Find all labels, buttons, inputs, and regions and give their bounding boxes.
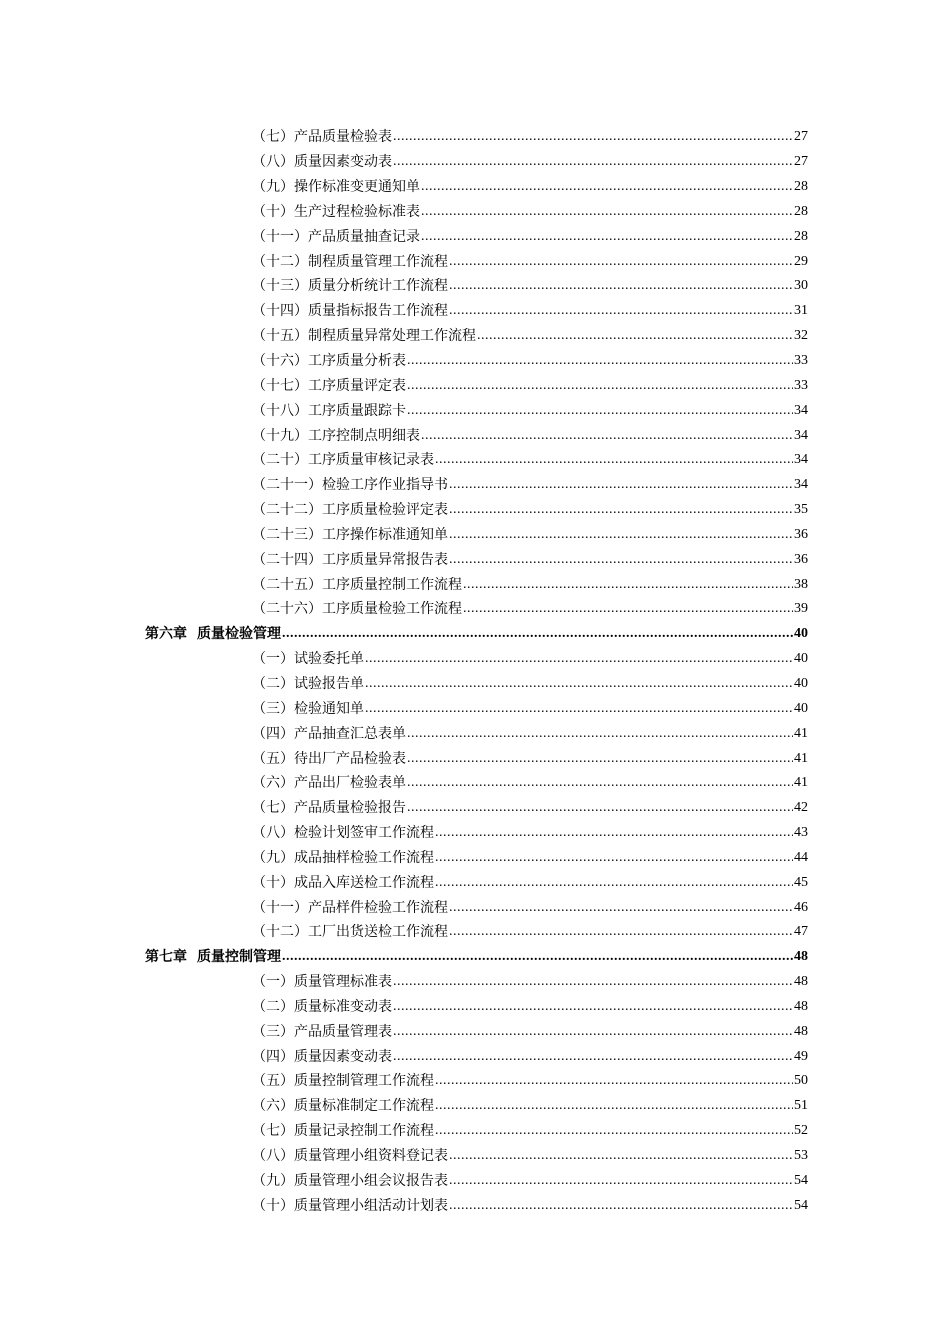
toc-dot-leader: [435, 1122, 793, 1140]
toc-entry-title: 质量检验管理: [197, 626, 281, 643]
toc-entry[interactable]: [252, 274, 808, 299]
toc-dot-leader: [463, 600, 793, 618]
toc-page-number: 53: [794, 1148, 808, 1164]
toc-dot-leader: [449, 277, 793, 295]
toc-entry[interactable]: [252, 796, 808, 821]
toc-dot-leader: [435, 824, 793, 842]
toc-entry-title: （十九）工序控制点明细表: [252, 427, 420, 444]
toc-dot-leader: [449, 302, 793, 320]
toc-page-number: 40: [794, 700, 808, 716]
toc-entry[interactable]: [252, 995, 808, 1020]
toc-entry-title: （十）成品入库送检工作流程: [252, 874, 434, 891]
toc-entry[interactable]: [252, 175, 808, 200]
toc-dot-leader: [407, 377, 793, 395]
toc-dot-leader: [421, 427, 793, 445]
toc-entry[interactable]: [252, 448, 808, 473]
toc-entry-title: （八）检验计划签审工作流程: [252, 825, 434, 842]
toc-entry-title: （十一）产品样件检验工作流程: [252, 899, 448, 916]
toc-entry-title: （三）检验通知单: [252, 700, 364, 717]
toc-entry[interactable]: [252, 721, 808, 746]
toc-dot-leader: [393, 973, 793, 991]
toc-entry-title: （二十一）检验工序作业指导书: [252, 477, 448, 494]
toc-page-number: 43: [794, 825, 808, 841]
toc-dot-leader: [449, 551, 793, 569]
toc-entry-title: （二十二）工序质量检验评定表: [252, 502, 448, 519]
toc-entry[interactable]: [252, 572, 808, 597]
toc-entry[interactable]: [252, 1019, 808, 1044]
toc-dot-leader: [435, 1097, 793, 1115]
toc-entry-title: （二十六）工序质量检验工作流程: [252, 601, 462, 618]
toc-page-number: 44: [794, 849, 808, 865]
toc-page-number: 40: [794, 626, 808, 642]
toc-dot-leader: [435, 849, 793, 867]
toc-page-number: 48: [794, 998, 808, 1014]
toc-dot-leader: [449, 1147, 793, 1165]
toc-page-number: 36: [794, 551, 808, 567]
toc-entry-title: （八）质量因素变动表: [252, 154, 392, 171]
toc-entry-title: （七）质量记录控制工作流程: [252, 1123, 434, 1140]
toc-dot-leader: [477, 327, 793, 345]
toc-entry-title: （五）质量控制管理工作流程: [252, 1073, 434, 1090]
table-of-contents: [0, 125, 950, 1218]
toc-entry-title: （十八）工序质量跟踪卡: [252, 402, 406, 419]
toc-entry-title: （十一）产品质量抽查记录: [252, 228, 420, 245]
toc-entry-title: 质量控制管理: [197, 949, 281, 966]
toc-dot-leader: [393, 153, 793, 171]
toc-page-number: 39: [794, 601, 808, 617]
toc-entry-title: （十二）工厂出货送检工作流程: [252, 924, 448, 941]
toc-page-number: 27: [794, 129, 808, 145]
toc-page-number: 33: [794, 353, 808, 369]
toc-dot-leader: [449, 923, 793, 941]
toc-dot-leader: [463, 576, 793, 594]
toc-entry[interactable]: [252, 373, 808, 398]
toc-dot-leader: [449, 476, 793, 494]
toc-dot-leader: [282, 948, 793, 966]
toc-entry[interactable]: [252, 746, 808, 771]
toc-page-number: 48: [794, 949, 808, 965]
toc-entry[interactable]: [252, 125, 808, 150]
toc-entry-title: （二）质量标准变动表: [252, 998, 392, 1015]
toc-entry[interactable]: [252, 1044, 808, 1069]
toc-entry[interactable]: [252, 597, 808, 622]
toc-page-number: 30: [794, 278, 808, 294]
toc-entry-title: （九）成品抽样检验工作流程: [252, 849, 434, 866]
toc-entry-title: （十七）工序质量评定表: [252, 377, 406, 394]
toc-entry[interactable]: [252, 1094, 808, 1119]
toc-entry-title: （十三）质量分析统计工作流程: [252, 278, 448, 295]
toc-entry-title: （十）生产过程检验标准表: [252, 203, 420, 220]
toc-page-number: 46: [794, 899, 808, 915]
toc-entry[interactable]: [252, 1168, 808, 1193]
toc-entry-title: （十五）制程质量异常处理工作流程: [252, 328, 476, 345]
toc-page-number: 34: [794, 427, 808, 443]
toc-page-number: 28: [794, 228, 808, 244]
toc-entry[interactable]: [252, 349, 808, 374]
toc-dot-leader: [365, 700, 793, 718]
toc-page-number: 50: [794, 1073, 808, 1089]
toc-page-number: 34: [794, 402, 808, 418]
toc-entry-title: （四）产品抽查汇总表单: [252, 725, 406, 742]
toc-page-number: 48: [794, 974, 808, 990]
toc-entry[interactable]: [252, 647, 808, 672]
toc-page-number: 47: [794, 924, 808, 940]
toc-dot-leader: [421, 203, 793, 221]
toc-entry-title: （二十五）工序质量控制工作流程: [252, 576, 462, 593]
toc-dot-leader: [435, 1072, 793, 1090]
toc-entry[interactable]: [252, 970, 808, 995]
toc-dot-leader: [421, 228, 793, 246]
toc-dot-leader: [421, 178, 793, 196]
toc-entry[interactable]: [252, 821, 808, 846]
toc-dot-leader: [393, 998, 793, 1016]
toc-entry[interactable]: [252, 473, 808, 498]
toc-entry[interactable]: [252, 299, 808, 324]
toc-entry[interactable]: [252, 672, 808, 697]
toc-dot-leader: [407, 725, 793, 743]
toc-entry-title: （二十）工序质量审核记录表: [252, 452, 434, 469]
toc-entry-title: （一）质量管理标准表: [252, 974, 392, 991]
toc-entry-title: （八）质量管理小组资料登记表: [252, 1148, 448, 1165]
toc-entry-title: （四）质量因素变动表: [252, 1048, 392, 1065]
toc-page-number: 28: [794, 203, 808, 219]
toc-entry[interactable]: [252, 150, 808, 175]
toc-dot-leader: [449, 501, 793, 519]
toc-entry[interactable]: [252, 398, 808, 423]
toc-dot-leader: [393, 1048, 793, 1066]
toc-entry[interactable]: [252, 423, 808, 448]
toc-dot-leader: [407, 799, 793, 817]
toc-chapter-entry[interactable]: [145, 622, 808, 647]
toc-dot-leader: [365, 650, 793, 668]
toc-entry-title: （二十三）工序操作标准通知单: [252, 526, 448, 543]
toc-entry[interactable]: [252, 920, 808, 945]
toc-page-number: 36: [794, 526, 808, 542]
toc-dot-leader: [282, 625, 793, 643]
toc-page-number: 27: [794, 154, 808, 170]
toc-page-number: 52: [794, 1123, 808, 1139]
toc-entry[interactable]: [252, 249, 808, 274]
toc-dot-leader: [407, 774, 793, 792]
toc-page-number: 41: [794, 750, 808, 766]
toc-entry[interactable]: [252, 870, 808, 895]
toc-page-number: 33: [794, 377, 808, 393]
toc-page-number: 31: [794, 303, 808, 319]
toc-entry-title: （十六）工序质量分析表: [252, 353, 406, 370]
toc-entry[interactable]: [252, 1069, 808, 1094]
toc-chapter-number: 第七章: [145, 949, 187, 966]
toc-page-number: 34: [794, 452, 808, 468]
toc-page-number: 41: [794, 725, 808, 741]
toc-page-number: 45: [794, 874, 808, 890]
toc-entry[interactable]: [252, 1119, 808, 1144]
toc-page-number: 54: [794, 1172, 808, 1188]
toc-chapter-number: 第六章: [145, 626, 187, 643]
toc-entry-title: （二十四）工序质量异常报告表: [252, 551, 448, 568]
toc-chapter-entry[interactable]: [145, 945, 808, 970]
toc-entry[interactable]: [252, 523, 808, 548]
toc-entry-title: （七）产品质量检验报告: [252, 800, 406, 817]
toc-page-number: 54: [794, 1197, 808, 1213]
toc-entry[interactable]: [252, 1144, 808, 1169]
toc-page-number: 42: [794, 800, 808, 816]
toc-entry[interactable]: [252, 324, 808, 349]
toc-entry-title: （十二）制程质量管理工作流程: [252, 253, 448, 270]
toc-dot-leader: [393, 1023, 793, 1041]
toc-dot-leader: [449, 1172, 793, 1190]
toc-entry-title: （九）质量管理小组会议报告表: [252, 1172, 448, 1189]
toc-entry[interactable]: [252, 547, 808, 572]
toc-page-number: 41: [794, 775, 808, 791]
toc-entry-title: （二）试验报告单: [252, 675, 364, 692]
toc-entry[interactable]: [252, 1193, 808, 1218]
toc-page-number: 40: [794, 675, 808, 691]
toc-entry-title: （一）试验委托单: [252, 651, 364, 668]
toc-entry-title: （三）产品质量管理表: [252, 1023, 392, 1040]
toc-page-number: 35: [794, 502, 808, 518]
toc-entry-title: （十）质量管理小组活动计划表: [252, 1197, 448, 1214]
toc-page-number: 38: [794, 576, 808, 592]
toc-page-number: 32: [794, 328, 808, 344]
toc-entry[interactable]: [252, 498, 808, 523]
toc-dot-leader: [449, 526, 793, 544]
toc-entry[interactable]: [252, 224, 808, 249]
toc-dot-leader: [393, 128, 793, 146]
toc-entry-title: （五）待出厂产品检验表: [252, 750, 406, 767]
toc-page-number: 28: [794, 179, 808, 195]
toc-entry[interactable]: [252, 200, 808, 225]
toc-dot-leader: [449, 1197, 793, 1215]
toc-dot-leader: [407, 402, 793, 420]
toc-entry-title: （六）产品出厂检验表单: [252, 775, 406, 792]
toc-dot-leader: [449, 253, 793, 271]
toc-entry[interactable]: [252, 845, 808, 870]
toc-page-number: 48: [794, 1023, 808, 1039]
toc-entry-title: （十四）质量指标报告工作流程: [252, 303, 448, 320]
toc-dot-leader: [435, 874, 793, 892]
toc-entry[interactable]: [252, 696, 808, 721]
toc-dot-leader: [449, 899, 793, 917]
toc-dot-leader: [365, 675, 793, 693]
toc-entry-title: （九）操作标准变更通知单: [252, 179, 420, 196]
toc-page-number: 34: [794, 477, 808, 493]
toc-page-number: 29: [794, 253, 808, 269]
toc-entry-title: （七）产品质量检验表: [252, 129, 392, 146]
toc-entry[interactable]: [252, 771, 808, 796]
toc-page-number: 51: [794, 1098, 808, 1114]
toc-dot-leader: [435, 451, 793, 469]
toc-page-number: 40: [794, 651, 808, 667]
toc-dot-leader: [407, 750, 793, 768]
toc-entry-title: （六）质量标准制定工作流程: [252, 1098, 434, 1115]
toc-dot-leader: [407, 352, 793, 370]
toc-entry[interactable]: [252, 895, 808, 920]
toc-page-number: 49: [794, 1048, 808, 1064]
